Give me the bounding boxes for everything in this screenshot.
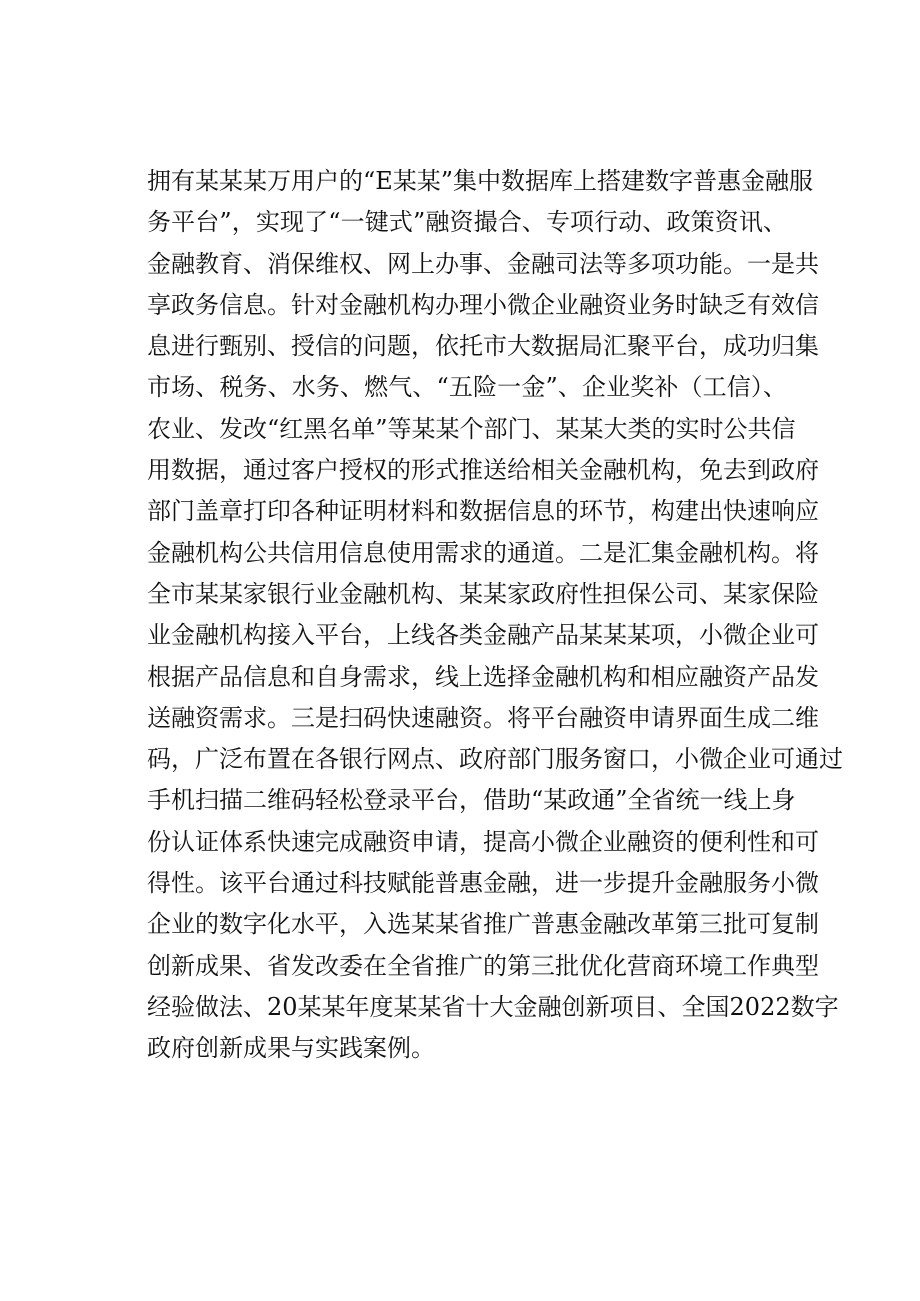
paragraph-line-12: 业金融机构接入平台，上线各类金融产品某某某项，小微企业可 [147,621,819,650]
paragraph-line-15: 码，广泛布置在各银行网点、政府部门服务窗口，小微企业可通过 [147,745,843,774]
paragraph-line-13: 根据产品信息和自身需求，线上选择金融机构和相应融资产品发 [147,662,819,691]
paragraph-line-20: 创新成果、省发改委在全省推广的第三批优化营商环境工作典型 [147,951,819,980]
paragraph-line-9: 部门盖章打印各种证明材料和数据信息的环节，构建出快速响应 [147,497,819,526]
paragraph-line-18: 得性。该平台通过科技赋能普惠金融，进一步提升金融服务小微 [147,869,819,898]
body-paragraph [147,161,843,1070]
paragraph-line-21: 经验做法、20某某年度某某省十大金融创新项目、全国2022数字 [147,992,839,1021]
paragraph-line-22: 政府创新成果与实践案例。 [147,1034,435,1063]
paragraph-line-1: 拥有某某某万用户的“E某某”集中数据库上搭建数字普惠金融服 [147,167,814,195]
paragraph-line-10: 金融机构公共信用信息使用需求的通道。二是汇集金融机构。将 [147,538,819,567]
paragraph-line-8: 用数据，通过客户授权的形式推送给相关金融机构，免去到政府 [147,456,819,485]
paragraph-line-16: 手机扫描二维码轻松登录平台，借助“某政通”全省统一线上身 [147,786,796,815]
paragraph-line-19: 企业的数字化水平，入选某某省推广普惠金融改革第三批可复制 [147,910,819,939]
paragraph-line-3: 金融教育、消保维权、网上办事、金融司法等多项功能。一是共 [147,249,819,278]
paragraph-line-7: 农业、发改“红黑名单”等某某个部门、某某大类的实时公共信 [147,414,796,443]
paragraph-line-11: 全市某某家银行业金融机构、某某家政府性担保公司、某家保险 [147,579,819,608]
paragraph-line-6: 市场、税务、水务、燃气、“五险一金”、企业奖补（工信）、 [147,373,787,402]
paragraph-line-17: 份认证体系快速完成融资申请，提高小微企业融资的便利性和可 [147,827,819,856]
paragraph-line-2: 务平台”，实现了“一键式”融资撮合、专项行动、政策资讯、 [147,208,787,237]
paragraph-line-4: 享政务信息。针对金融机构办理小微企业融资业务时缺乏有效信 [147,290,819,319]
paragraph-line-14: 送融资需求。三是扫码快速融资。将平台融资申请界面生成二维 [147,703,819,732]
paragraph-line-5: 息进行甄别、授信的问题，依托市大数据局汇聚平台，成功归集 [147,332,819,361]
